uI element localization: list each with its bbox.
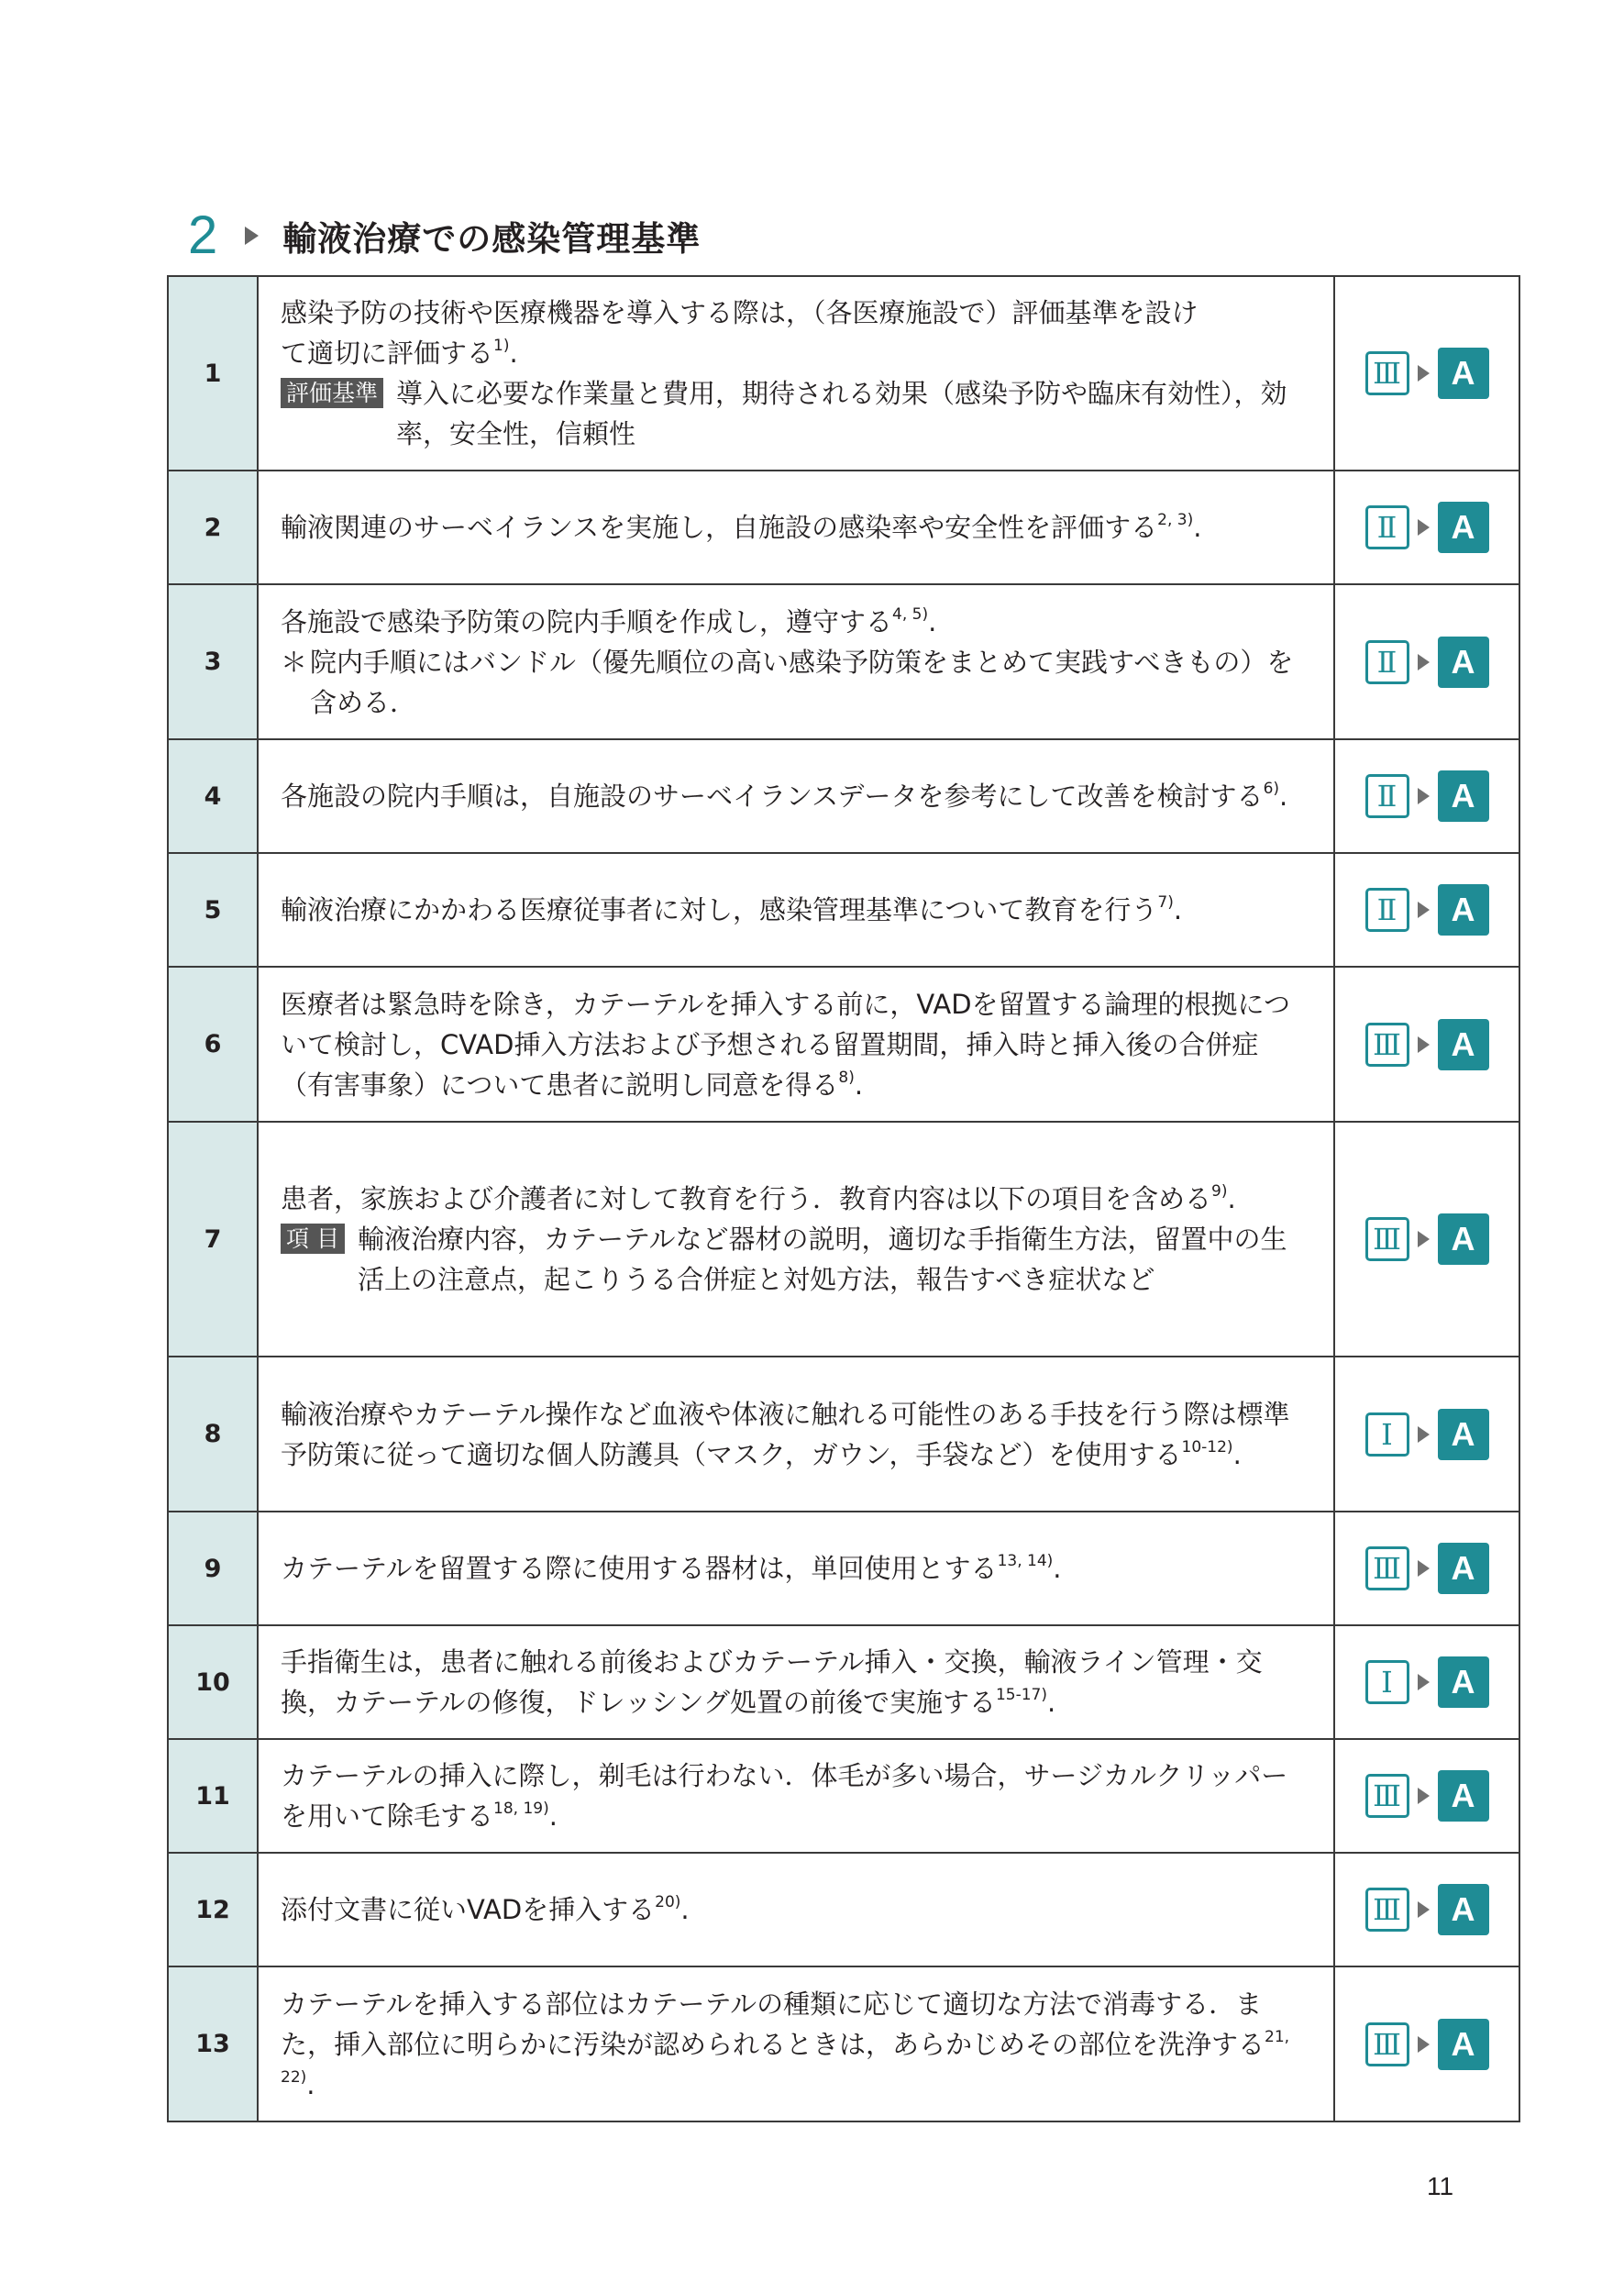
grade-cell [1334,739,1519,853]
note-text: 院内手順にはバンドル（優先順位の高い感染予防策をまとめて実践すべきもの）を含める． [310,646,1294,718]
row-text: 添付文書に従いVADを挿入する$^{20)}$. [258,1853,1334,1966]
row-text-line: て適切に評価する$^{1)}$. [281,337,518,369]
evidence-level: Ⅲ [1365,1888,1409,1932]
row-text: 輸液治療やカテーテル操作など血液や体液に触れる可能性のある手技を行う際は標準予防策に従って適切な個人防護具（マスク，ガウン，手袋など）を使用する$^{10-12)}$. [258,1357,1334,1512]
table-row [168,1853,1519,1966]
triangle-right-icon [1418,365,1430,382]
grade-cell [1334,967,1519,1122]
triangle-right-icon [1418,519,1430,536]
recommendation-grade: A [1438,1656,1489,1708]
grade-cell [1334,1739,1519,1853]
page-number: 11 [1427,2172,1454,2200]
table-row [168,1357,1519,1512]
evidence-level: Ⅲ [1365,1217,1409,1261]
table-row [168,1625,1519,1739]
row-number: 1 [168,276,258,471]
evidence-level: Ⅱ [1365,888,1409,932]
reference: 15-17) [995,1686,1047,1704]
items-text: 輸液治療内容，カテーテルなど器材の説明，適切な手指衛生方法，留置中の生活上の注意点，起こりうる合併症と対処方法，報告すべき症状など [357,1224,1287,1295]
row-text: カテーテルを挿入する部位はカテーテルの種類に応じて適切な方法で消毒する．また，挿入部位に明らかに汚染が認められるときは，あらかじめその部位を洗浄する$^{21, 22)}$. [258,1966,1334,2121]
grade-cell [1334,1357,1519,1512]
evidence-level: Ⅱ [1365,505,1409,549]
items-label: 項 目 [281,1224,345,1254]
row-text: 患者，家族および介護者に対して教育を行う．教育内容は以下の項目を含める$^{9)}$. 項 目 輸液治療内容，カテーテルなど器材の説明，適切な手指衛生方法，留置中の生活上の注意点，起こりうる合併症と対処方法，報告すべき症状など [258,1122,1334,1357]
row-number: 7 [168,1122,258,1357]
grade-cell [1334,1625,1519,1739]
evidence-level: Ⅰ [1365,1660,1409,1704]
evidence-level: Ⅱ [1365,774,1409,818]
row-text: 輸液関連のサーベイランスを実施し，自施設の感染率や安全性を評価する$^{2, 3)}$. [258,471,1334,584]
evidence-level: Ⅲ [1365,1774,1409,1818]
criteria-text: 導入に必要な作業量と費用，期待される効果（感染予防や臨床有効性），効率，安全性，信頼性 [396,378,1287,449]
row-text: 各施設の院内手順は，自施設のサーベイランスデータを参考にして改善を検討する$^{6)}$. [258,739,1334,853]
reference: 20) [655,1893,681,1911]
reference: 21, 22) [281,2027,1290,2087]
recommendation-table [167,275,1520,2122]
table-row [168,1512,1519,1625]
row-number: 5 [168,853,258,967]
row-number: 6 [168,967,258,1122]
evidence-level: Ⅱ [1365,640,1409,684]
row-text: 輸液治療にかかわる医療従事者に対し，感染管理基準について教育を行う$^{7)}$. [258,853,1334,967]
recommendation-grade: A [1438,884,1489,936]
recommendation-grade: A [1438,1770,1489,1822]
table-row [168,584,1519,739]
table-row [168,967,1519,1122]
recommendation-grade: A [1438,1409,1489,1460]
reference: 6) [1263,780,1280,798]
reference: 18, 19) [493,1800,549,1818]
recommendation-grade: A [1438,348,1489,399]
recommendation-grade: A [1438,1019,1489,1070]
row-number: 2 [168,471,258,584]
criteria-label: 評価基準 [281,378,383,408]
row-number: 11 [168,1739,258,1853]
evidence-level: Ⅲ [1365,351,1409,395]
section-number: 2 [188,205,218,265]
row-number: 12 [168,1853,258,1966]
table-row [168,1739,1519,1853]
row-text [258,276,1334,471]
reference: 7) [1157,893,1174,912]
row-text-line: 感染予防の技術や医療機器を導入する際は，（各医療施設で）評価基準を設け [281,297,1199,328]
grade-cell [1334,1122,1519,1357]
triangle-right-icon [1418,1560,1430,1577]
recommendation-grade: A [1438,1543,1489,1594]
reference: 4, 5) [892,604,929,624]
criteria-note [281,373,1311,454]
recommendation-grade: A [1438,2019,1489,2070]
recommendation-grade: A [1438,770,1489,822]
row-text: 各施設で感染予防策の院内手順を作成し，遵守する$^{4, 5)}$. ＊ 院内手順にはバンドル（優先順位の高い感染予防策をまとめて実践すべきもの）を含める． [258,584,1334,739]
triangle-right-icon [1418,1901,1430,1918]
grade-cell [1334,1512,1519,1625]
row-number: 9 [168,1512,258,1625]
table-row [168,739,1519,853]
row-number: 13 [168,1966,258,2121]
row-number: 10 [168,1625,258,1739]
recommendation-grade: A [1438,637,1489,688]
grade-cell [1334,471,1519,584]
evidence-level: Ⅲ [1365,1023,1409,1067]
recommendation-grade: A [1438,1213,1489,1265]
evidence-level: Ⅲ [1365,1546,1409,1590]
table-row [168,471,1519,584]
triangle-right-icon [1418,1036,1430,1053]
items-note [281,1219,1311,1300]
asterisk-icon: ＊ [281,646,308,678]
row-number: 8 [168,1357,258,1512]
triangle-right-icon [1418,902,1430,918]
row-number: 3 [168,584,258,739]
recommendation-grade: A [1438,502,1489,553]
reference: 9) [1211,1182,1228,1201]
grade-cell [1334,584,1519,739]
section-heading [188,204,701,268]
row-text: カテーテルを留置する際に使用する器材は，単回使用とする$^{13, 14)}$. [258,1512,1334,1625]
reference: 2, 3) [1157,511,1194,529]
table-row [168,276,1519,471]
triangle-right-icon [1418,654,1430,670]
grade-cell [1334,1966,1519,2121]
reference: 10-12) [1181,1437,1233,1457]
triangle-right-icon [245,227,259,245]
reference: 8) [838,1068,855,1087]
row-text: 手指衛生は，患者に触れる前後およびカテーテル挿入・交換，輸液ライン管理・交換，カテーテルの修復，ドレッシング処置の前後で実施する$^{15-17)}$. [258,1625,1334,1739]
triangle-right-icon [1418,1674,1430,1690]
evidence-level: Ⅲ [1365,2022,1409,2066]
row-text: カテーテルの挿入に際し，剃毛は行わない．体毛が多い場合，サージカルクリッパーを用いて除毛する$^{18, 19)}$. [258,1739,1334,1853]
table-row [168,1966,1519,2121]
grade-cell [1334,853,1519,967]
grade-cell [1334,1853,1519,1966]
triangle-right-icon [1418,1426,1430,1443]
triangle-right-icon [1418,1231,1430,1247]
grade-cell [1334,276,1519,471]
recommendation-grade: A [1438,1884,1489,1935]
evidence-level: Ⅰ [1365,1412,1409,1457]
reference: 13, 14) [997,1552,1054,1570]
reference: 1) [493,337,510,355]
row-text: 医療者は緊急時を除き，カテーテルを挿入する前に，VADを留置する論理的根拠について検討し，CVAD挿入方法および予想される留置期間，挿入時と挿入後の合併症（有害事象）について患者に説明し同意を得る$^{8)}$. [258,967,1334,1122]
section-title: 輸液治療での感染管理基準 [282,219,702,259]
table-row [168,1122,1519,1357]
table-row [168,853,1519,967]
triangle-right-icon [1418,2036,1430,2053]
row-number: 4 [168,739,258,853]
triangle-right-icon [1418,1788,1430,1804]
asterisk-note [281,642,1311,723]
triangle-right-icon [1418,788,1430,804]
